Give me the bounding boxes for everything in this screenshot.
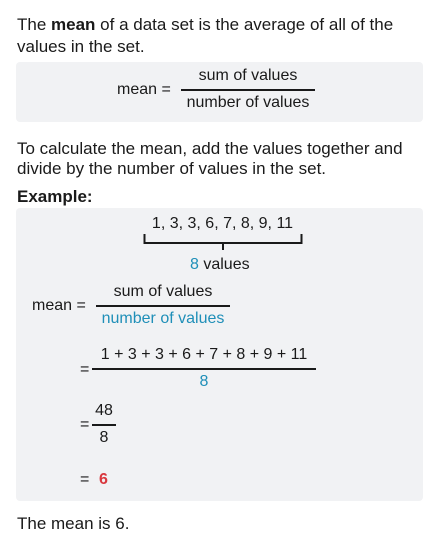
step2-fraction-bar — [92, 368, 316, 370]
step3-numerator: 48 — [95, 402, 113, 419]
intro-bold-word: mean — [51, 15, 96, 34]
example-heading: Example: — [17, 187, 93, 206]
step2-equals: = — [80, 361, 90, 378]
formula-lhs: mean = — [117, 81, 171, 98]
step3-equals: = — [80, 416, 90, 433]
count-label — [190, 256, 250, 274]
count-value: 8 — [190, 256, 199, 273]
intro-rest: of a data set is the average of all of the — [95, 15, 394, 34]
step1-fraction-bar — [96, 305, 230, 307]
data-set: 1, 3, 3, 6, 7, 8, 9, 11 — [151, 215, 294, 232]
formula-fraction-bar — [181, 89, 315, 91]
step2-denominator: 8 — [199, 373, 209, 390]
formula-numerator: sum of values — [198, 67, 298, 84]
instructions-line-1: To calculate the mean, add the values together and — [17, 139, 403, 158]
step3-denominator: 8 — [99, 429, 109, 446]
formula-denominator: number of values — [186, 94, 310, 111]
step3-fraction-bar — [92, 424, 116, 426]
step1-numerator: sum of values — [113, 283, 213, 300]
conclusion-text: The mean is 6. — [17, 514, 130, 533]
step2-numerator: 1 + 3 + 3 + 6 + 7 + 8 + 9 + 11 — [100, 346, 308, 363]
step1-denominator: number of values — [101, 310, 225, 327]
step4-result: 6 — [99, 471, 108, 488]
intro-line-1 — [17, 14, 393, 36]
intro-line-2: values in the set. — [17, 37, 145, 56]
instructions-line-2: divide by the number of values in the set. — [17, 159, 327, 178]
count-text: values — [198, 256, 250, 273]
intro-prefix: The — [17, 15, 52, 34]
step1-lhs: mean = — [32, 297, 86, 314]
brace-icon — [143, 234, 303, 254]
step4-equals: = — [80, 471, 90, 488]
